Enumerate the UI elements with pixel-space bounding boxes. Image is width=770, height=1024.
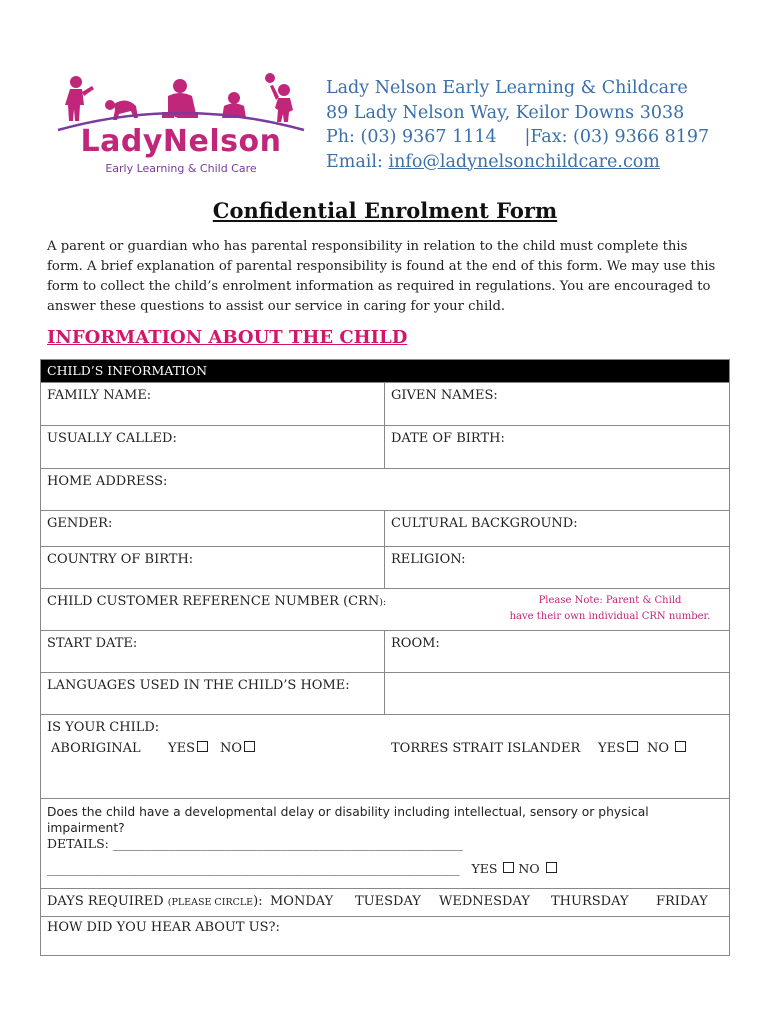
- torres-no-option[interactable]: [647, 741, 686, 756]
- days-label-suffix: ):: [253, 894, 263, 909]
- details-blank: ________________________________________________________: [112, 836, 463, 851]
- day-monday[interactable]: MONDAY: [270, 894, 334, 909]
- home-address-field[interactable]: [41, 469, 729, 510]
- torres-yes-option[interactable]: [598, 741, 638, 756]
- contact-block: [326, 76, 709, 174]
- disability-field: [41, 799, 729, 888]
- logo: [48, 72, 314, 184]
- logo-tagline: Early Learning & Child Care: [105, 162, 257, 175]
- row-is-your-child: [41, 714, 729, 798]
- row-crn: [41, 588, 729, 630]
- religion-field[interactable]: [385, 547, 729, 588]
- email-link[interactable]: info@ladynelsonchildcare.com: [388, 151, 660, 172]
- yes-label: YES: [598, 741, 625, 756]
- children-silhouettes-icon: [48, 72, 314, 132]
- indigenous-status-field: [41, 715, 729, 798]
- gender-label: GENDER:: [47, 516, 113, 531]
- religion-label: RELIGION:: [391, 552, 466, 567]
- yes-label: YES: [168, 741, 195, 756]
- email-line: [326, 150, 709, 175]
- crn-label-suffix: ):: [379, 597, 387, 608]
- gender-field[interactable]: [41, 511, 385, 546]
- torres-label: TORRES STRAIT ISLANDER: [391, 741, 581, 756]
- details-line[interactable]: [47, 836, 723, 852]
- given-names-label: GIVEN NAMES:: [391, 388, 498, 403]
- is-your-child-label: IS YOUR CHILD:: [47, 720, 160, 735]
- details-blank-2: __________________________________________________________________: [47, 861, 460, 876]
- start-date-field[interactable]: [41, 631, 385, 672]
- crn-note-line-1: Please Note: Parent & Child: [538, 595, 682, 606]
- languages-answer[interactable]: [385, 673, 729, 714]
- row-names: [41, 382, 729, 425]
- checkbox-icon[interactable]: [244, 741, 255, 752]
- org-name: Lady Nelson Early Learning & Childcare: [326, 78, 688, 98]
- yes-label: YES: [471, 861, 498, 876]
- row-hear-about: [41, 916, 729, 955]
- no-label: NO: [647, 741, 670, 756]
- day-tuesday[interactable]: TUESDAY: [355, 894, 421, 909]
- room-label: ROOM:: [391, 636, 440, 651]
- cultural-background-label: CULTURAL BACKGROUND:: [391, 516, 578, 531]
- crn-label: CHILD CUSTOMER REFERENCE NUMBER (CRN: [47, 594, 380, 609]
- disability-no-option[interactable]: [518, 861, 556, 876]
- logo-name: LadyNelson: [80, 124, 282, 159]
- given-names-field[interactable]: [385, 383, 729, 425]
- country-of-birth-field[interactable]: [41, 547, 385, 588]
- row-called-dob: [41, 425, 729, 468]
- room-field[interactable]: [385, 631, 729, 672]
- crn-field[interactable]: [41, 589, 491, 630]
- row-disability: [41, 798, 729, 888]
- disability-question: Does the child have a developmental delay or disability including intellectual, sensory or physical impairment?: [47, 805, 649, 835]
- aboriginal-yes-option[interactable]: [168, 741, 208, 756]
- usually-called-field[interactable]: [41, 426, 385, 468]
- checkbox-icon[interactable]: [546, 862, 557, 873]
- days-required-field: [41, 889, 729, 916]
- email-label: Email:: [326, 151, 389, 172]
- no-label: NO: [220, 741, 243, 756]
- disability-yes-option[interactable]: [471, 861, 514, 876]
- row-start-room: [41, 630, 729, 672]
- checkbox-icon[interactable]: [503, 862, 514, 873]
- home-address-label: HOME ADDRESS:: [47, 474, 168, 489]
- crn-note-line-2: have their own individual CRN number.: [509, 611, 711, 622]
- no-label: NO: [518, 861, 540, 876]
- form-header: CHILD’S INFORMATION: [41, 360, 729, 382]
- section-title: INFORMATION ABOUT THE CHILD: [47, 327, 408, 348]
- day-friday[interactable]: FRIDAY: [656, 894, 708, 909]
- country-of-birth-label: COUNTRY OF BIRTH:: [47, 552, 194, 567]
- start-date-label: START DATE:: [47, 636, 138, 651]
- row-languages: [41, 672, 729, 714]
- languages-field[interactable]: [41, 673, 385, 714]
- checkbox-icon[interactable]: [675, 741, 686, 752]
- child-info-form: [40, 359, 730, 956]
- aboriginal-label: ABORIGINAL: [51, 741, 141, 756]
- crn-note: [491, 589, 729, 630]
- aboriginal-no-option[interactable]: [220, 741, 255, 756]
- page-title: Confidential Enrolment Form: [212, 198, 558, 223]
- days-label: DAYS REQUIRED: [47, 894, 168, 909]
- org-address: 89 Lady Nelson Way, Keilor Downs 3038: [326, 102, 685, 123]
- cultural-background-field[interactable]: [385, 511, 729, 546]
- row-country-religion: [41, 546, 729, 588]
- please-circle-note: (PLEASE CIRCLE: [167, 897, 254, 908]
- day-wednesday[interactable]: WEDNESDAY: [439, 894, 530, 909]
- intro-paragraph: A parent or guardian who has parental responsibility in relation to the child must complete this form. A brief explanation of parental responsibility is found at the end of this form. We may use this form to collect the child’s enrolment information as required in regulations. You are encouraged to answer these questions to assist our service in caring for your child.: [47, 239, 716, 314]
- languages-label: LANGUAGES USED IN THE CHILD’S HOME:: [47, 678, 350, 693]
- hear-about-field[interactable]: [41, 917, 729, 955]
- row-days: [41, 888, 729, 916]
- usually-called-label: USUALLY CALLED:: [47, 431, 177, 446]
- day-thursday[interactable]: THURSDAY: [551, 894, 629, 909]
- details-label: DETAILS:: [47, 836, 113, 851]
- date-of-birth-field[interactable]: [385, 426, 729, 468]
- hear-about-label: HOW DID YOU HEAR ABOUT US?:: [47, 920, 280, 935]
- checkbox-icon[interactable]: [197, 741, 208, 752]
- checkbox-icon[interactable]: [627, 741, 638, 752]
- phone-fax: Ph: (03) 9367 1114 |Fax: (03) 9366 8197: [326, 127, 710, 147]
- family-name-label: FAMILY NAME:: [47, 388, 152, 403]
- family-name-field[interactable]: [41, 383, 385, 425]
- row-address: [41, 468, 729, 510]
- row-gender-culture: [41, 510, 729, 546]
- details-line-2[interactable]: [47, 861, 723, 877]
- date-of-birth-label: DATE OF BIRTH:: [391, 431, 505, 446]
